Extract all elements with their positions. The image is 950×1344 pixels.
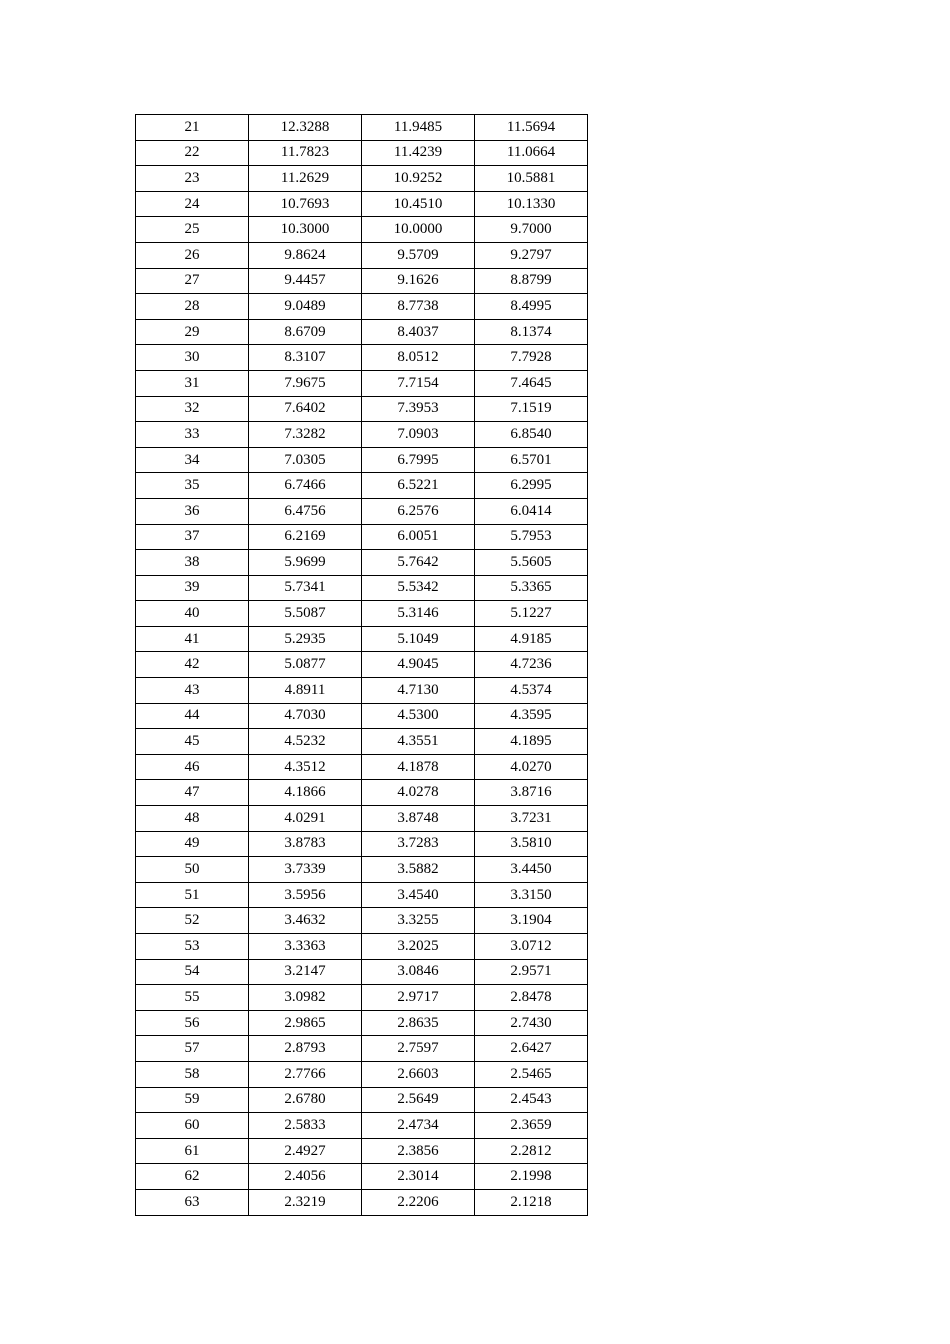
value-cell: 4.1895 xyxy=(475,729,588,755)
value-cell: 3.8748 xyxy=(362,806,475,832)
table-row xyxy=(136,191,588,217)
value-cell: 4.5374 xyxy=(475,678,588,704)
table-row xyxy=(136,908,588,934)
value-cell: 3.3363 xyxy=(249,934,362,960)
value-cell: 2.6780 xyxy=(249,1087,362,1113)
value-cell: 10.3000 xyxy=(249,217,362,243)
value-cell: 12.3288 xyxy=(249,115,362,141)
table-row xyxy=(136,268,588,294)
value-cell: 9.5709 xyxy=(362,242,475,268)
value-cell: 11.2629 xyxy=(249,166,362,192)
table-row xyxy=(136,959,588,985)
row-index-cell: 39 xyxy=(136,575,249,601)
row-index-cell: 37 xyxy=(136,524,249,550)
value-cell: 7.7154 xyxy=(362,370,475,396)
value-cell: 9.0489 xyxy=(249,294,362,320)
row-index-cell: 59 xyxy=(136,1087,249,1113)
value-cell: 6.7995 xyxy=(362,447,475,473)
table-row xyxy=(136,1113,588,1139)
value-cell: 2.6603 xyxy=(362,1061,475,1087)
row-index-cell: 44 xyxy=(136,703,249,729)
value-cell: 4.7130 xyxy=(362,678,475,704)
row-index-cell: 61 xyxy=(136,1138,249,1164)
row-index-cell: 50 xyxy=(136,857,249,883)
value-cell: 3.3255 xyxy=(362,908,475,934)
row-index-cell: 25 xyxy=(136,217,249,243)
value-cell: 5.7642 xyxy=(362,550,475,576)
table-row xyxy=(136,626,588,652)
value-cell: 4.3551 xyxy=(362,729,475,755)
row-index-cell: 51 xyxy=(136,882,249,908)
value-cell: 6.5221 xyxy=(362,473,475,499)
value-cell: 4.5232 xyxy=(249,729,362,755)
value-cell: 5.7341 xyxy=(249,575,362,601)
table-row xyxy=(136,1189,588,1215)
value-cell: 3.0846 xyxy=(362,959,475,985)
row-index-cell: 27 xyxy=(136,268,249,294)
table-row xyxy=(136,140,588,166)
value-cell: 5.1049 xyxy=(362,626,475,652)
value-cell: 2.4734 xyxy=(362,1113,475,1139)
table-row xyxy=(136,217,588,243)
value-cell: 5.2935 xyxy=(249,626,362,652)
value-cell: 7.9675 xyxy=(249,370,362,396)
row-index-cell: 28 xyxy=(136,294,249,320)
value-cell: 4.3512 xyxy=(249,754,362,780)
value-cell: 3.5810 xyxy=(475,831,588,857)
row-index-cell: 31 xyxy=(136,370,249,396)
value-cell: 6.5701 xyxy=(475,447,588,473)
value-cell: 3.4632 xyxy=(249,908,362,934)
row-index-cell: 46 xyxy=(136,754,249,780)
row-index-cell: 30 xyxy=(136,345,249,371)
value-cell: 8.6709 xyxy=(249,319,362,345)
value-cell: 6.2169 xyxy=(249,524,362,550)
table-row xyxy=(136,575,588,601)
row-index-cell: 54 xyxy=(136,959,249,985)
row-index-cell: 63 xyxy=(136,1189,249,1215)
value-cell: 2.5833 xyxy=(249,1113,362,1139)
value-cell: 9.7000 xyxy=(475,217,588,243)
value-cell: 7.4645 xyxy=(475,370,588,396)
value-cell: 10.5881 xyxy=(475,166,588,192)
value-cell: 6.2995 xyxy=(475,473,588,499)
value-cell: 4.8911 xyxy=(249,678,362,704)
row-index-cell: 32 xyxy=(136,396,249,422)
table-row xyxy=(136,1061,588,1087)
value-cell: 2.1998 xyxy=(475,1164,588,1190)
row-index-cell: 62 xyxy=(136,1164,249,1190)
row-index-cell: 21 xyxy=(136,115,249,141)
value-cell: 3.1904 xyxy=(475,908,588,934)
value-cell: 4.3595 xyxy=(475,703,588,729)
value-cell: 4.0291 xyxy=(249,806,362,832)
value-cell: 4.9045 xyxy=(362,652,475,678)
table-row xyxy=(136,1036,588,1062)
value-cell: 4.7030 xyxy=(249,703,362,729)
value-cell: 10.0000 xyxy=(362,217,475,243)
value-cell: 10.7693 xyxy=(249,191,362,217)
table-row xyxy=(136,934,588,960)
value-cell: 4.1878 xyxy=(362,754,475,780)
row-index-cell: 42 xyxy=(136,652,249,678)
value-cell: 2.2812 xyxy=(475,1138,588,1164)
table-row xyxy=(136,1087,588,1113)
row-index-cell: 49 xyxy=(136,831,249,857)
value-cell: 4.5300 xyxy=(362,703,475,729)
value-cell: 6.0414 xyxy=(475,498,588,524)
table-row xyxy=(136,115,588,141)
table-row xyxy=(136,1138,588,1164)
table-row xyxy=(136,678,588,704)
value-cell: 5.5605 xyxy=(475,550,588,576)
value-cell: 4.0270 xyxy=(475,754,588,780)
value-cell: 6.8540 xyxy=(475,422,588,448)
value-cell: 3.3150 xyxy=(475,882,588,908)
row-index-cell: 53 xyxy=(136,934,249,960)
value-cell: 5.9699 xyxy=(249,550,362,576)
row-index-cell: 23 xyxy=(136,166,249,192)
row-index-cell: 43 xyxy=(136,678,249,704)
row-index-cell: 36 xyxy=(136,498,249,524)
row-index-cell: 34 xyxy=(136,447,249,473)
value-cell: 3.7231 xyxy=(475,806,588,832)
table-row xyxy=(136,396,588,422)
value-cell: 3.7283 xyxy=(362,831,475,857)
value-cell: 8.3107 xyxy=(249,345,362,371)
row-index-cell: 56 xyxy=(136,1010,249,1036)
value-cell: 2.2206 xyxy=(362,1189,475,1215)
table-row xyxy=(136,319,588,345)
value-cell: 2.9865 xyxy=(249,1010,362,1036)
value-cell: 9.1626 xyxy=(362,268,475,294)
value-cell: 2.8793 xyxy=(249,1036,362,1062)
value-cell: 8.7738 xyxy=(362,294,475,320)
value-cell: 2.1218 xyxy=(475,1189,588,1215)
value-cell: 7.0305 xyxy=(249,447,362,473)
row-index-cell: 47 xyxy=(136,780,249,806)
table-body xyxy=(136,115,588,1216)
value-cell: 5.3365 xyxy=(475,575,588,601)
value-cell: 7.1519 xyxy=(475,396,588,422)
value-cell: 11.5694 xyxy=(475,115,588,141)
value-cell: 2.3856 xyxy=(362,1138,475,1164)
value-cell: 7.0903 xyxy=(362,422,475,448)
value-cell: 7.6402 xyxy=(249,396,362,422)
value-cell: 2.4543 xyxy=(475,1087,588,1113)
table-row xyxy=(136,524,588,550)
value-cell: 4.1866 xyxy=(249,780,362,806)
value-cell: 3.5956 xyxy=(249,882,362,908)
value-cell: 7.3282 xyxy=(249,422,362,448)
value-cell: 5.0877 xyxy=(249,652,362,678)
value-cell: 3.5882 xyxy=(362,857,475,883)
row-index-cell: 40 xyxy=(136,601,249,627)
value-cell: 6.2576 xyxy=(362,498,475,524)
table-row xyxy=(136,806,588,832)
table-row xyxy=(136,882,588,908)
table-row xyxy=(136,985,588,1011)
table-row xyxy=(136,370,588,396)
value-cell: 11.7823 xyxy=(249,140,362,166)
value-cell: 2.4927 xyxy=(249,1138,362,1164)
row-index-cell: 24 xyxy=(136,191,249,217)
value-cell: 2.7597 xyxy=(362,1036,475,1062)
row-index-cell: 41 xyxy=(136,626,249,652)
row-index-cell: 26 xyxy=(136,242,249,268)
row-index-cell: 58 xyxy=(136,1061,249,1087)
value-cell: 8.1374 xyxy=(475,319,588,345)
value-cell: 3.8716 xyxy=(475,780,588,806)
value-cell: 2.3014 xyxy=(362,1164,475,1190)
value-cell: 2.3659 xyxy=(475,1113,588,1139)
table-row xyxy=(136,780,588,806)
value-cell: 2.3219 xyxy=(249,1189,362,1215)
table-row xyxy=(136,294,588,320)
value-cell: 2.8478 xyxy=(475,985,588,1011)
table-row xyxy=(136,601,588,627)
table-row xyxy=(136,422,588,448)
table-row xyxy=(136,242,588,268)
value-cell: 2.9571 xyxy=(475,959,588,985)
value-cell: 2.5465 xyxy=(475,1061,588,1087)
value-cell: 7.7928 xyxy=(475,345,588,371)
value-cell: 4.9185 xyxy=(475,626,588,652)
value-cell: 10.9252 xyxy=(362,166,475,192)
table-row xyxy=(136,550,588,576)
row-index-cell: 52 xyxy=(136,908,249,934)
value-cell: 5.5087 xyxy=(249,601,362,627)
value-cell: 9.2797 xyxy=(475,242,588,268)
value-cell: 3.4540 xyxy=(362,882,475,908)
value-cell: 5.5342 xyxy=(362,575,475,601)
value-cell: 7.3953 xyxy=(362,396,475,422)
value-cell: 5.7953 xyxy=(475,524,588,550)
table-row xyxy=(136,473,588,499)
row-index-cell: 60 xyxy=(136,1113,249,1139)
value-cell: 3.8783 xyxy=(249,831,362,857)
value-cell: 4.0278 xyxy=(362,780,475,806)
value-cell: 6.7466 xyxy=(249,473,362,499)
table-row xyxy=(136,652,588,678)
row-index-cell: 22 xyxy=(136,140,249,166)
row-index-cell: 48 xyxy=(136,806,249,832)
value-cell: 2.6427 xyxy=(475,1036,588,1062)
table-row xyxy=(136,754,588,780)
table-row xyxy=(136,1010,588,1036)
value-cell: 2.8635 xyxy=(362,1010,475,1036)
value-cell: 11.0664 xyxy=(475,140,588,166)
value-cell: 5.1227 xyxy=(475,601,588,627)
value-cell: 2.7766 xyxy=(249,1061,362,1087)
row-index-cell: 38 xyxy=(136,550,249,576)
value-cell: 2.4056 xyxy=(249,1164,362,1190)
value-cell: 3.2147 xyxy=(249,959,362,985)
row-index-cell: 55 xyxy=(136,985,249,1011)
value-cell: 2.5649 xyxy=(362,1087,475,1113)
table-row xyxy=(136,703,588,729)
table-row xyxy=(136,831,588,857)
value-cell: 3.0712 xyxy=(475,934,588,960)
value-cell: 9.4457 xyxy=(249,268,362,294)
value-cell: 6.0051 xyxy=(362,524,475,550)
value-cell: 11.4239 xyxy=(362,140,475,166)
value-cell: 10.4510 xyxy=(362,191,475,217)
row-index-cell: 33 xyxy=(136,422,249,448)
value-cell: 6.4756 xyxy=(249,498,362,524)
table-row xyxy=(136,857,588,883)
row-index-cell: 45 xyxy=(136,729,249,755)
value-cell: 2.7430 xyxy=(475,1010,588,1036)
value-cell: 3.4450 xyxy=(475,857,588,883)
value-cell: 11.9485 xyxy=(362,115,475,141)
value-cell: 3.2025 xyxy=(362,934,475,960)
row-index-cell: 57 xyxy=(136,1036,249,1062)
table-row xyxy=(136,1164,588,1190)
value-cell: 9.8624 xyxy=(249,242,362,268)
value-cell: 8.8799 xyxy=(475,268,588,294)
row-index-cell: 35 xyxy=(136,473,249,499)
value-cell: 8.4995 xyxy=(475,294,588,320)
table-row xyxy=(136,447,588,473)
table-row xyxy=(136,729,588,755)
value-cell: 10.1330 xyxy=(475,191,588,217)
row-index-cell: 29 xyxy=(136,319,249,345)
table-row xyxy=(136,345,588,371)
data-table xyxy=(135,114,588,1216)
value-cell: 3.7339 xyxy=(249,857,362,883)
value-cell: 3.0982 xyxy=(249,985,362,1011)
value-cell: 8.4037 xyxy=(362,319,475,345)
table-row xyxy=(136,498,588,524)
value-cell: 8.0512 xyxy=(362,345,475,371)
table-row xyxy=(136,166,588,192)
value-cell: 5.3146 xyxy=(362,601,475,627)
value-cell: 2.9717 xyxy=(362,985,475,1011)
value-cell: 4.7236 xyxy=(475,652,588,678)
